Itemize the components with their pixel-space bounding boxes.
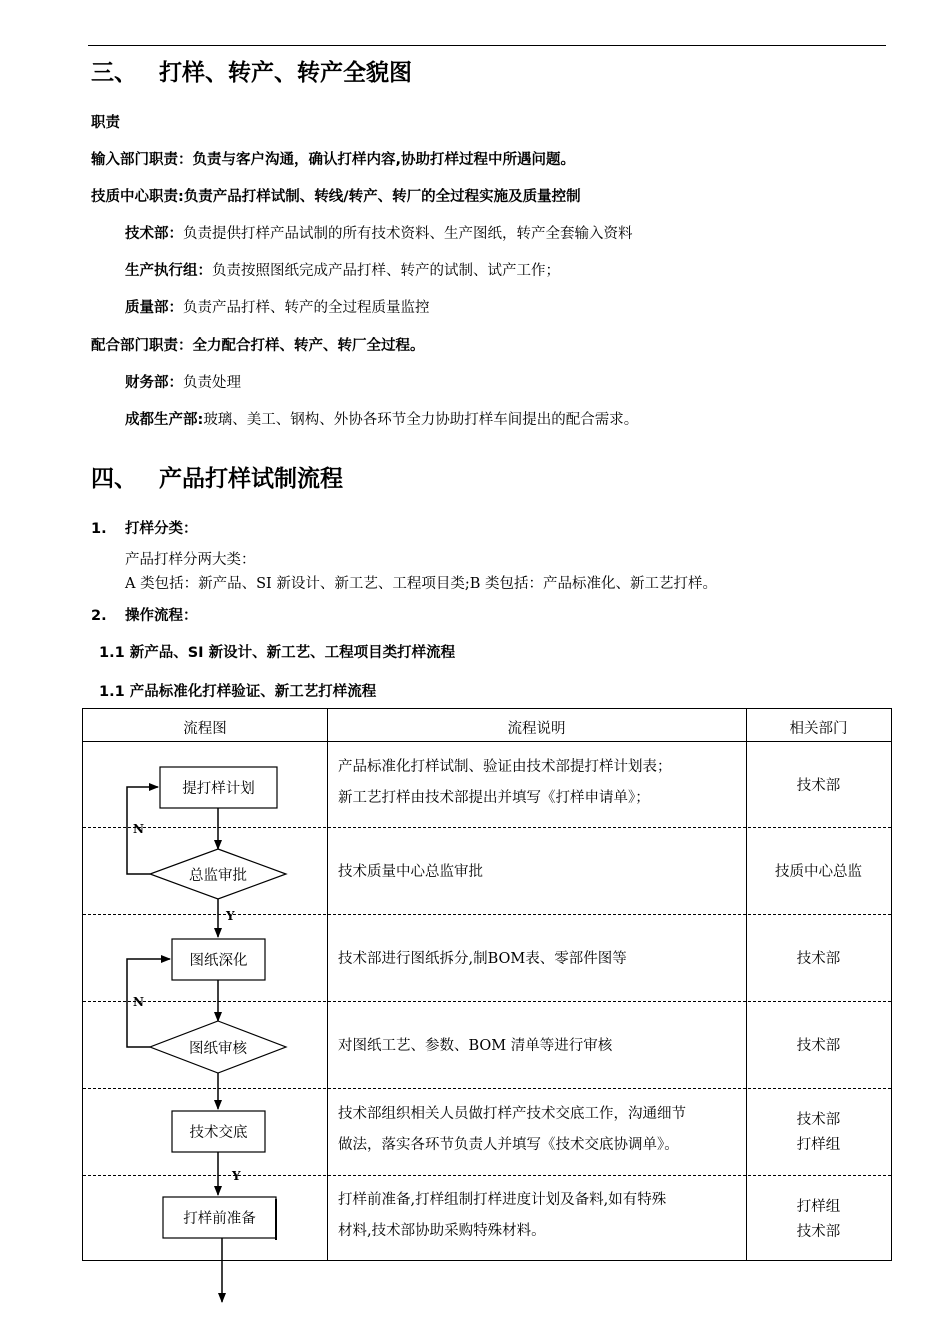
flow-label-yes: Y [232,1169,241,1183]
department-name: 打样组 [796,1199,841,1215]
subsection-2-title: 1.1 产品标准化打样验证、新工艺打样流程 [99,684,377,700]
input-dept-text: 负责与客户沟通，确认打样内容,协助打样过程中所遇问题。 [192,152,576,168]
flow-node-deepen-label: 图纸深化 [189,953,248,969]
description-line: 技术部进行图纸拆分,制BOM表、零部件图等 [338,951,627,967]
flow-label-no: N [133,822,144,836]
tech-text: 负责提供打样产品试制的所有技术资料、生产图纸，转产全套输入资料 [183,226,633,242]
department-name: 技术部 [796,1224,841,1240]
description-line: 打样前准备,打样组制打样进度计划及备料,如有特殊 [338,1192,667,1208]
department-name: 技术部 [796,951,841,967]
list-item-1-label: 打样分类： [125,521,198,537]
flow-decision-director-label: 总监审批 [189,868,247,884]
flow-node-briefing-label: 技术交底 [189,1125,248,1141]
description-line: 材料,技术部协助采购特殊材料。 [338,1223,546,1239]
flow-label-no: N [133,995,144,1009]
duties-heading: 职责 [91,115,120,131]
subsection-1-title: 1.1 新产品、SI 新设计、新工艺、工程项目类打样流程 [99,645,456,661]
chengdu-label: 成都生产部: [125,412,204,428]
section-3-number: 三、 [91,60,137,86]
finance-text: 负责处理 [183,375,241,391]
prod-label: 生产执行组： [125,263,212,279]
coop-text: 全力配合打样、转产、转厂全过程。 [192,338,425,354]
flow-node-plan-label: 提打样计划 [182,781,255,797]
chengdu-text: 玻璃、美工、钢构、外协各环节全力协助打样车间提出的配合需求。 [203,412,639,428]
description-line: 对图纸工艺、参数、BOM 清单等进行审核 [338,1038,613,1054]
center-label: 技质中心职责: [91,189,184,205]
quality-text: 负责产品打样、转产的全过程质量监控 [183,300,430,316]
description-line: 做法，落实各环节负责人并填写《技术交底协调单》。 [338,1137,679,1153]
list-item-1-line-1: 产品打样分两大类： [125,552,256,568]
prod-text: 负责按照图纸完成产品打样、转产的试制、试产工作； [212,263,560,279]
description-line: 技术质量中心总监审批 [338,864,483,880]
section-4-title: 产品打样试制流程 [159,466,343,492]
column-header-description: 流程说明 [507,721,566,737]
department-name: 技术部 [796,778,841,794]
description-line: 新工艺打样由技术部提出并填写《打样申请单》； [338,790,650,806]
column-header-flowchart: 流程图 [183,721,227,737]
list-item-2-label: 操作流程： [125,608,198,624]
tech-label: 技术部： [125,226,183,242]
department-name: 打样组 [796,1137,841,1153]
finance-label: 财务部： [125,375,183,391]
description-line: 产品标准化打样试制、验证由技术部提打样计划表； [338,759,672,775]
flow-node-preparation-label: 打样前准备 [183,1211,256,1227]
description-line: 技术部组织相关人员做打样产技术交底工作，沟通细节 [338,1106,686,1122]
flow-label-yes: Y [226,909,235,923]
department-name: 技术部 [796,1038,841,1054]
column-header-department: 相关部门 [789,721,848,737]
flow-decision-review-label: 图纸审核 [189,1041,247,1057]
coop-label: 配合部门职责： [91,338,193,354]
list-item-1-number: 1. [91,521,107,537]
input-dept-label: 输入部门职责： [91,152,193,168]
quality-label: 质量部： [125,300,183,316]
department-name: 技质中心总监 [775,864,862,880]
department-name: 技术部 [796,1112,841,1128]
section-4-number: 四、 [91,466,137,492]
section-3-title: 打样、转产、转产全貌图 [159,60,412,86]
list-item-2-number: 2. [91,608,107,624]
center-text: 负责产品打样试制、转线/转产、转厂的全过程实施及质量控制 [183,189,581,205]
list-item-1-line-2: A 类包括：新产品、SI 新设计、新工艺、工程项目类;B 类包括：产品标准化、新工艺打样。 [125,576,717,592]
